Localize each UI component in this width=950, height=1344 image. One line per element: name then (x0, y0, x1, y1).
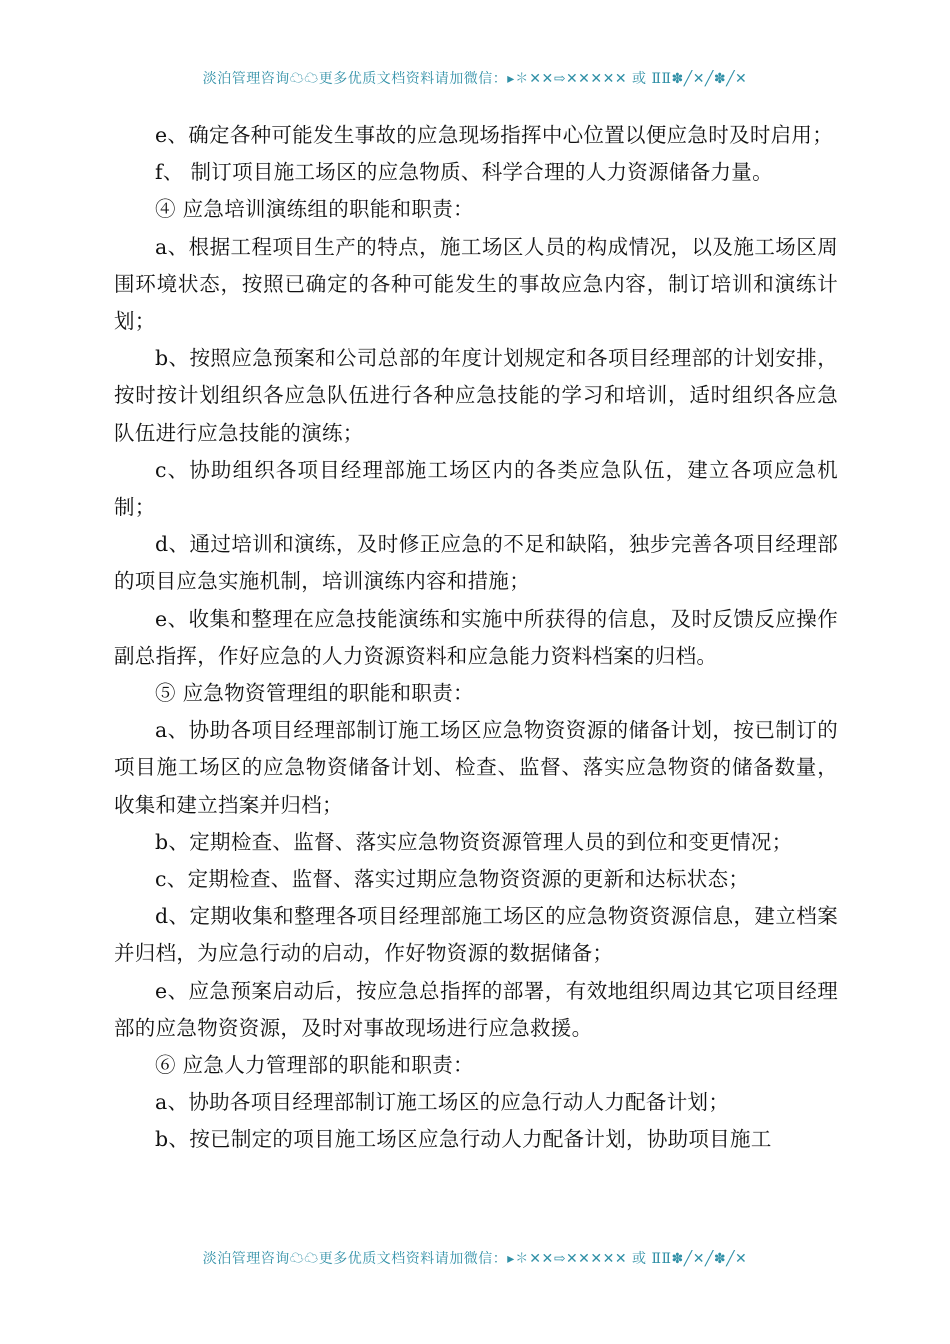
paragraph-c-emergency-teams: c、协助组织各项目经理部施工场区内的各类应急队伍，建立各项应急机制； (114, 457, 838, 520)
paragraph-e-info-feedback: e、收集和整理在应急技能演练和实施中所获得的信息，及时反馈反应操作副总指挥，作好应急的人力资源资料和应急能力资料档案的归档。 (114, 606, 838, 668)
section-heading-materials-group: ⑤ 应急物资管理组的职能和职责： (155, 681, 474, 706)
page-header-watermark: 淡泊管理咨询☁☁更多优质文档资料请加微信：▸✽✕✕⇨✕✕✕✕✕ 或 ⅡⅡ✽╱✕╱✽╱✕ (202, 71, 748, 87)
paragraph-d-drill-correction: d、通过培训和演练，及时修正应急的不足和缺陷，独步完善各项目经理部的项目应急实施机制，培训演练内容和措施； (114, 532, 838, 594)
page-footer-watermark: 淡泊管理咨询☁☁更多优质文档资料请加微信：▸✽✕✕⇨✕✕✕✕✕ 或 ⅡⅡ✽╱✕╱✽╱✕ (202, 1251, 748, 1267)
paragraph-a-materials-plan: a、协助各项目经理部制订施工场区应急物资资源的储备计划，按已制订的项目施工场区的应急物资储备计划、检查、监督、落实应急物资的储备数量，收集和建立挡案并归档； (114, 718, 838, 817)
paragraph-e-command-center: e、确定各种可能发生事故的应急现场指挥中心位置以便应急时及时启用； (155, 123, 834, 147)
section-heading-training-group: ④ 应急培训演练组的职能和职责： (155, 197, 474, 222)
paragraph-b-personnel-check: b、定期检查、监督、落实应急物资资源管理人员的到位和变更情况； (155, 829, 793, 854)
paragraph-b-training-schedule: b、按照应急预案和公司总部的年度计划规定和各项目经理部的计划安排，按时按计划组织各应急队伍进行各种应急技能的学习和培训，适时组织各应急队伍进行应急技能的演练； (114, 346, 838, 445)
paragraph-b-manpower-assist: b、按已制定的项目施工场区应急行动人力配备计划，协助项目施工 (155, 1127, 772, 1152)
paragraph-a-training-plan: a、根据工程项目生产的特点，施工场区人员的构成情况，以及施工场区周围环境状态，按照已确定的各种可能发生的事故应急内容，制订培训和演练计划； (114, 234, 838, 334)
paragraph-f-reserve: f、 制订项目施工场区的应急物质、科学合理的人力资源储备力量。 (155, 160, 773, 185)
paragraph-a-manpower-plan: a、协助各项目经理部制订施工场区的应急行动人力配备计划； (155, 1090, 730, 1115)
document-body (114, 117, 838, 1159)
section-heading-manpower-dept: ⑥ 应急人力管理部的职能和职责： (155, 1053, 474, 1078)
paragraph-d-materials-info: d、定期收集和整理各项目经理部施工场区的应急物资资源信息，建立档案并归档，为应急行动的启动，作好物资源的数据储备； (114, 904, 838, 966)
paragraph-c-expired-materials: c、定期检查、监督、落实过期应急物资资源的更新和达标状态； (155, 867, 750, 892)
paragraph-e-rescue: e、应急预案启动后，按应急总指挥的部署，有效地组织周边其它项目经理部的应急物资资源，及时对事故现场进行应急救援。 (114, 978, 838, 1040)
